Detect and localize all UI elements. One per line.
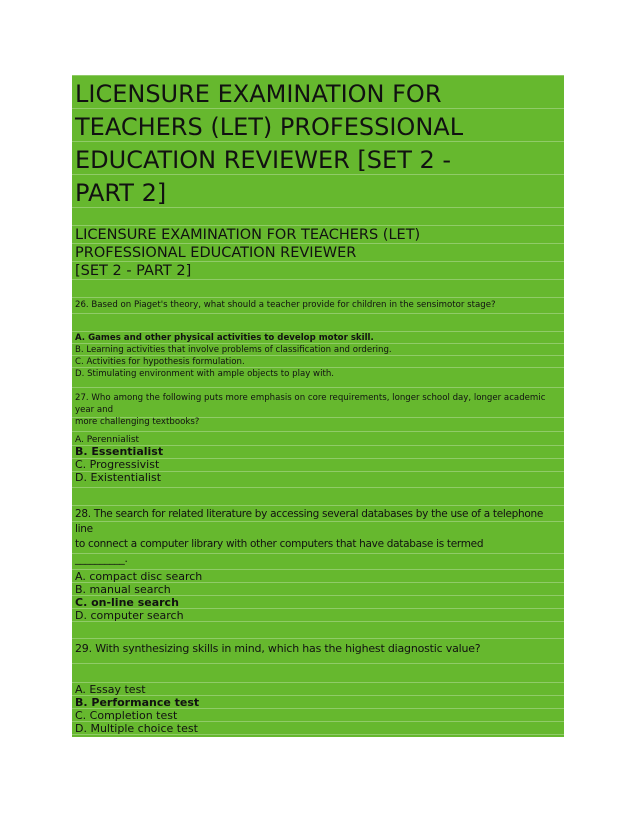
question-29-prompt: 29. With synthesizing skills in mind, which has the highest diagnostic value? (75, 642, 481, 655)
question-29-choice-a: A. Essay test (75, 683, 146, 696)
question-28-choice-c: C. on-line search (75, 596, 179, 609)
question-27-choice-a: A. Perennialist (75, 435, 140, 445)
subtitle-line-3: [SET 2 - PART 2] (75, 263, 192, 279)
question-26-choice-c: C. Activities for hypothesis formulation. (75, 357, 245, 367)
question-26-choice-d: D. Stimulating environment with ample objects to play with. (75, 369, 335, 379)
question-26-prompt: 26. Based on Piaget's theory, what should a teacher provide for children in the sensimotor stage? (75, 300, 496, 310)
subtitle-line-2: PROFESSIONAL EDUCATION REVIEWER (75, 245, 357, 261)
question-29-choice-c: C. Completion test (75, 709, 178, 722)
question-28-choice-b: B. manual search (75, 583, 171, 596)
subtitle-line-1: LICENSURE EXAMINATION FOR TEACHERS (LET) (75, 227, 421, 243)
page-title: LICENSURE EXAMINATION FOR TEACHERS (LET) PROFESSIONAL EDUCATION REVIEWER [SET 2 - PART 2] (75, 80, 464, 207)
question-27-choice-c: C. Progressivist (75, 458, 160, 471)
question-26-choice-b: B. Learning activities that involve problems of classification and ordering. (75, 345, 392, 355)
spreadsheet-page (72, 75, 564, 737)
question-29-choice-d: D. Multiple choice test (75, 722, 198, 735)
question-27-prompt: 27. Who among the following puts more emphasis on core requirements, longer school day, longer academic year and more challenging textbooks? (75, 393, 546, 427)
question-29-choice-b: B. Performance test (75, 696, 200, 709)
question-26-choice-a: A. Games and other physical activities to develop motor skill. (75, 333, 374, 343)
question-27-choice-d: D. Existentialist (75, 471, 162, 484)
question-28-prompt: 28. The search for related literature by accessing several databases by the use of a telephone line to connect a computer library with other computers that have database is termed __________. (75, 508, 544, 565)
question-27-choice-b: B. Essentialist (75, 445, 164, 458)
question-28-choice-d: D. computer search (75, 609, 184, 622)
question-28-choice-a: A. compact disc search (75, 570, 203, 583)
